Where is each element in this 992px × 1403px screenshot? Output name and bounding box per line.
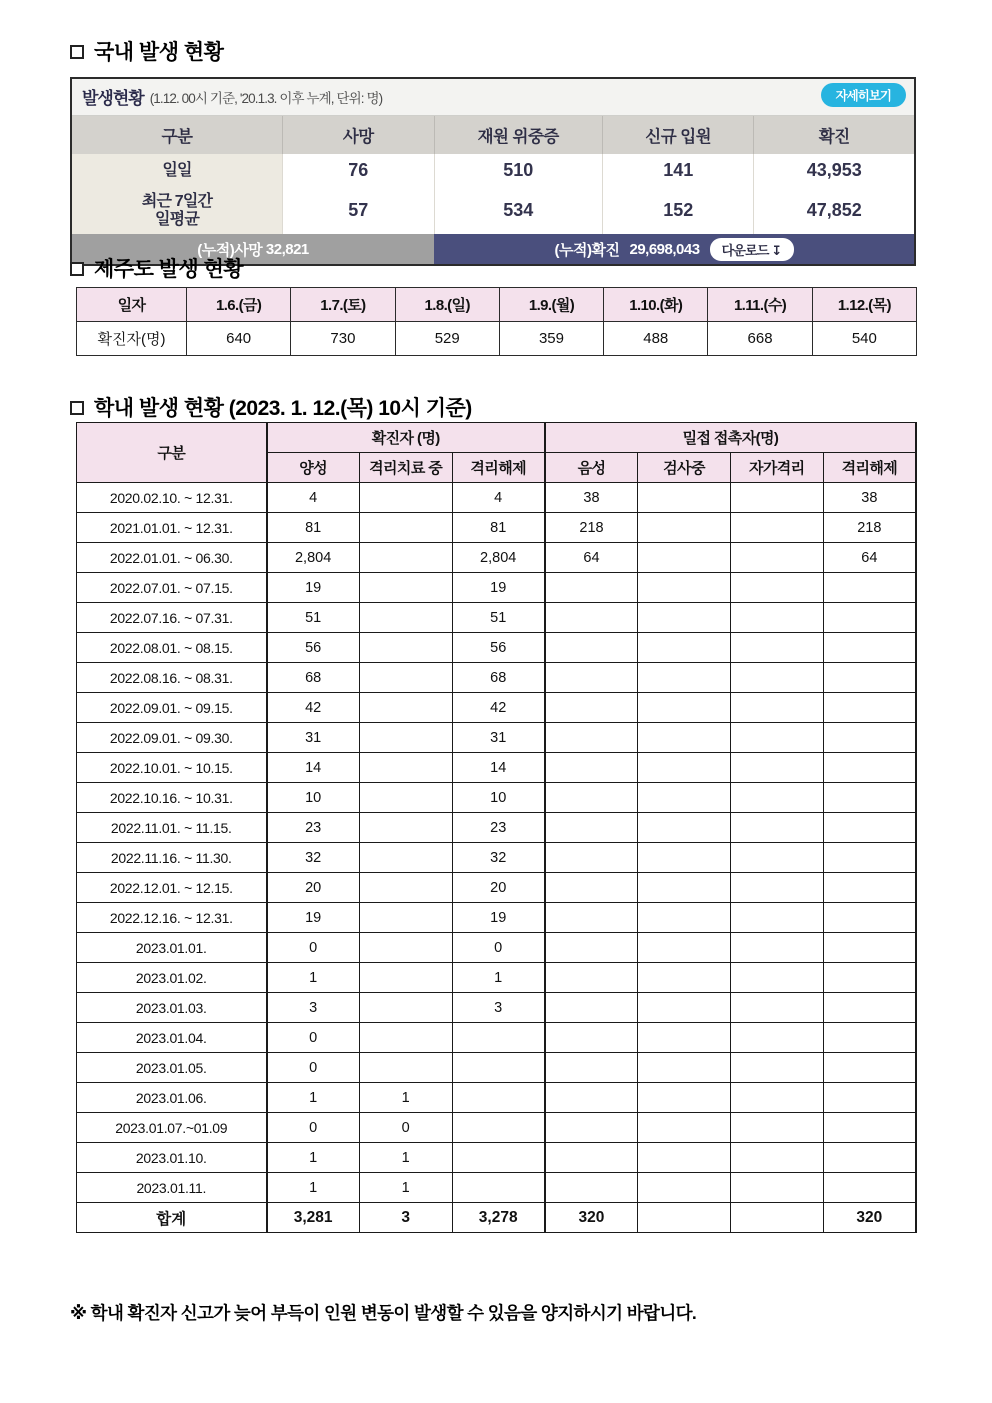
table-row	[77, 633, 917, 663]
table-cell	[545, 1173, 638, 1203]
col-header-critical: 재원 위중증	[434, 116, 602, 154]
table-cell	[545, 963, 638, 993]
table-cell	[730, 813, 823, 843]
table-cell	[823, 723, 916, 753]
col-header-date: 일자	[77, 288, 187, 322]
table-cell	[823, 843, 916, 873]
table-row	[72, 187, 914, 234]
row-label: 2023.01.10.	[77, 1143, 267, 1173]
table-cell	[638, 483, 731, 513]
table-row	[77, 1143, 917, 1173]
table-header-row	[72, 116, 914, 154]
table-cell: 68	[267, 663, 360, 693]
table-cell	[359, 693, 452, 723]
table-cell	[730, 483, 823, 513]
col-header-confirmed: 확진	[754, 116, 914, 154]
col-header-date-6: 1.12.(목)	[812, 288, 916, 322]
row-label: 2020.02.10. ~ 12.31.	[77, 483, 267, 513]
table-cell	[730, 1173, 823, 1203]
col-header-date-0: 1.6.(금)	[187, 288, 291, 322]
table-cell	[452, 1083, 545, 1113]
table-cell	[452, 1053, 545, 1083]
table-cell: 4	[452, 483, 545, 513]
row-label: 2022.10.01. ~ 10.15.	[77, 753, 267, 783]
table-cell: 81	[267, 513, 360, 543]
table-row	[77, 663, 917, 693]
table-row	[77, 903, 917, 933]
section-heading-school-label: 학내 발생 현황 (2023. 1. 12.(목) 10시 기준)	[94, 397, 472, 420]
table-cell: 64	[545, 543, 638, 573]
col-header-new-admission: 신규 입원	[602, 116, 754, 154]
cell-jeju-6: 540	[812, 322, 916, 356]
table-row	[72, 154, 914, 187]
table-cell	[638, 693, 731, 723]
row-label: 2022.11.16. ~ 11.30.	[77, 843, 267, 873]
table-cell	[638, 993, 731, 1023]
table-cell: 3	[452, 993, 545, 1023]
table-cell	[638, 783, 731, 813]
col-header-date-1: 1.7.(토)	[291, 288, 395, 322]
row-label: 2022.12.16. ~ 12.31.	[77, 903, 267, 933]
col-header-death: 사망	[283, 116, 435, 154]
table-cell	[359, 483, 452, 513]
table-cell: 68	[452, 663, 545, 693]
table-cell	[545, 663, 638, 693]
table-row	[77, 753, 917, 783]
table-row	[77, 322, 917, 356]
table-cell: 64	[823, 543, 916, 573]
table-cell	[545, 1143, 638, 1173]
table-total-cell: 3,278	[452, 1203, 545, 1233]
row-label: 2022.07.01. ~ 07.15.	[77, 573, 267, 603]
table-cell	[638, 663, 731, 693]
table-cell	[823, 1023, 916, 1053]
table-cell	[730, 1113, 823, 1143]
table-cell	[359, 1053, 452, 1083]
table-cell	[638, 753, 731, 783]
cell-jeju-1: 730	[291, 322, 395, 356]
table-cell	[452, 1113, 545, 1143]
table-cell: 14	[452, 753, 545, 783]
table-cell	[730, 663, 823, 693]
table-cell	[730, 513, 823, 543]
table-cell	[452, 1143, 545, 1173]
table-cell	[359, 963, 452, 993]
table-cell	[730, 753, 823, 783]
table-cell: 1	[359, 1083, 452, 1113]
table-cell	[638, 513, 731, 543]
row-label: 2023.01.02.	[77, 963, 267, 993]
row-label: 2021.01.01. ~ 12.31.	[77, 513, 267, 543]
cell-avg-death: 57	[283, 187, 435, 234]
table-row	[77, 1113, 917, 1143]
table-cell	[359, 723, 452, 753]
table-cell	[730, 933, 823, 963]
table-row	[77, 483, 917, 513]
table-cell	[823, 903, 916, 933]
table-cell	[359, 513, 452, 543]
section-heading-national	[70, 36, 223, 66]
col-header-date-3: 1.9.(월)	[499, 288, 603, 322]
table-cell	[359, 1023, 452, 1053]
table-cell	[730, 1023, 823, 1053]
table-cell: 1	[267, 1143, 360, 1173]
table-cell: 14	[267, 753, 360, 783]
row-label-weekly-average-line2: 일평균	[155, 210, 199, 228]
table-cell	[730, 1053, 823, 1083]
cumulative-death-label: (누적)사망	[197, 241, 263, 259]
table-cell	[638, 1023, 731, 1053]
row-label: 2023.01.03.	[77, 993, 267, 1023]
table-cell: 4	[267, 483, 360, 513]
table-cell	[638, 903, 731, 933]
table-cell	[823, 1113, 916, 1143]
col-header-released-contact: 격리해제	[823, 453, 916, 483]
table-cell	[359, 873, 452, 903]
table-cell	[545, 933, 638, 963]
table-cell	[730, 543, 823, 573]
table-cell	[638, 813, 731, 843]
table-cell: 0	[452, 933, 545, 963]
cell-avg-new-admission: 152	[602, 187, 754, 234]
table-cell	[638, 633, 731, 663]
row-label-confirmed-count: 확진자(명)	[77, 322, 187, 356]
table-cell	[823, 693, 916, 723]
table-cell	[730, 993, 823, 1023]
table-cell	[730, 633, 823, 663]
table-cell	[545, 633, 638, 663]
table-cell: 38	[545, 483, 638, 513]
section-heading-jeju-label: 제주도 발생 현황	[94, 258, 244, 281]
table-cell: 31	[267, 723, 360, 753]
table-cell	[730, 573, 823, 603]
table-cell: 10	[267, 783, 360, 813]
table-cell	[638, 963, 731, 993]
table-cell: 20	[267, 873, 360, 903]
footnote-text: ※ 학내 확진자 신고가 늦어 부득이 인원 변동이 발생할 수 있음을 양지하시기 바랍니다.	[70, 1303, 697, 1323]
table-row	[77, 573, 917, 603]
table-row	[77, 603, 917, 633]
row-label: 2022.11.01. ~ 11.15.	[77, 813, 267, 843]
table-cell: 19	[267, 903, 360, 933]
table-cell	[638, 1173, 731, 1203]
table-cell	[359, 813, 452, 843]
table-row	[77, 513, 917, 543]
table-row	[77, 843, 917, 873]
school-status-table	[76, 422, 917, 1233]
table-header-row-group	[77, 423, 917, 453]
table-cell	[545, 723, 638, 753]
table-cell	[545, 873, 638, 903]
table-cell: 32	[267, 843, 360, 873]
table-cell	[545, 1023, 638, 1053]
table-cell	[545, 813, 638, 843]
col-header-in-treatment: 격리치료 중	[359, 453, 452, 483]
view-details-button[interactable]: 자세히보기	[821, 83, 906, 107]
table-cell	[359, 603, 452, 633]
table-cell: 19	[452, 573, 545, 603]
table-cell	[359, 903, 452, 933]
table-cell: 1	[267, 963, 360, 993]
checkbox-icon	[70, 45, 84, 59]
table-cell	[638, 723, 731, 753]
table-row	[77, 1083, 917, 1113]
table-cell	[823, 1173, 916, 1203]
table-cell	[359, 663, 452, 693]
row-label: 2022.09.01. ~ 09.15.	[77, 693, 267, 723]
table-cell	[730, 843, 823, 873]
row-label: 2023.01.06.	[77, 1083, 267, 1113]
table-cell	[359, 933, 452, 963]
table-cell: 0	[359, 1113, 452, 1143]
cell-jeju-3: 359	[499, 322, 603, 356]
table-row	[77, 873, 917, 903]
row-label: 2023.01.04.	[77, 1023, 267, 1053]
table-cell: 218	[823, 513, 916, 543]
cell-daily-new-admission: 141	[602, 154, 754, 187]
table-cell	[545, 603, 638, 633]
table-cell	[545, 993, 638, 1023]
table-cell: 1	[359, 1173, 452, 1203]
table-row	[77, 723, 917, 753]
table-cell: 81	[452, 513, 545, 543]
table-cell	[823, 783, 916, 813]
section-heading-jeju	[70, 253, 243, 283]
table-row	[77, 783, 917, 813]
table-cell	[823, 633, 916, 663]
table-cell	[452, 1023, 545, 1053]
table-cell	[823, 1143, 916, 1173]
table-cell	[638, 873, 731, 903]
cell-daily-critical: 510	[434, 154, 602, 187]
col-header-testing: 검사중	[638, 453, 731, 483]
row-label: 2022.07.16. ~ 07.31.	[77, 603, 267, 633]
table-header-row	[77, 288, 917, 322]
row-label-weekly-average-line1: 최근 7일간	[141, 193, 213, 210]
table-cell: 2,804	[452, 543, 545, 573]
row-label: 2022.08.16. ~ 08.31.	[77, 663, 267, 693]
jeju-status-table	[76, 287, 917, 356]
cell-avg-critical: 534	[434, 187, 602, 234]
table-cell	[730, 693, 823, 723]
table-cell	[545, 1083, 638, 1113]
row-label-total: 합계	[77, 1203, 267, 1233]
table-cell	[823, 963, 916, 993]
national-panel-subtitle: (1.12. 00시 기준, '20.1.3. 이후 누계, 단위: 명)	[149, 90, 383, 106]
school-table-body	[77, 483, 917, 1233]
table-cell: 23	[267, 813, 360, 843]
row-label: 2022.09.01. ~ 09.30.	[77, 723, 267, 753]
row-label: 2022.08.01. ~ 08.15.	[77, 633, 267, 663]
table-cell: 1	[267, 1083, 360, 1113]
table-cell: 42	[267, 693, 360, 723]
table-cell: 10	[452, 783, 545, 813]
col-header-negative: 음성	[545, 453, 638, 483]
table-cell	[730, 1083, 823, 1113]
table-cell: 218	[545, 513, 638, 543]
download-button[interactable]: 다운로드 ↧	[710, 238, 794, 261]
table-cell: 0	[267, 933, 360, 963]
table-row	[77, 963, 917, 993]
table-cell	[545, 693, 638, 723]
table-cell	[638, 1083, 731, 1113]
table-total-row	[77, 1203, 917, 1233]
national-panel-title: 발생현황	[82, 89, 144, 108]
table-cell: 38	[823, 483, 916, 513]
table-cell	[730, 963, 823, 993]
table-cell	[638, 1143, 731, 1173]
table-cell	[823, 993, 916, 1023]
table-cell	[823, 573, 916, 603]
table-cell	[730, 873, 823, 903]
table-cell	[545, 1053, 638, 1083]
col-header-date-4: 1.10.(화)	[604, 288, 708, 322]
checkbox-icon	[70, 262, 84, 276]
table-cell: 19	[267, 573, 360, 603]
table-cell	[545, 1113, 638, 1143]
row-label: 2023.01.01.	[77, 933, 267, 963]
table-row	[77, 693, 917, 723]
table-cell: 31	[452, 723, 545, 753]
cumulative-confirmed-label: (누적)확진	[554, 241, 620, 259]
row-label: 2022.01.01. ~ 06.30.	[77, 543, 267, 573]
table-cell	[359, 573, 452, 603]
national-status-panel	[70, 77, 916, 266]
table-row	[77, 813, 917, 843]
table-cell: 51	[267, 603, 360, 633]
row-label: 2023.01.07.~01.09	[77, 1113, 267, 1143]
row-label: 2022.10.16. ~ 10.31.	[77, 783, 267, 813]
table-cell: 0	[267, 1023, 360, 1053]
table-cell	[638, 543, 731, 573]
section-heading-national-label: 국내 발생 현황	[94, 41, 224, 64]
table-cell	[730, 603, 823, 633]
table-row	[77, 933, 917, 963]
table-cell	[823, 663, 916, 693]
cell-daily-confirmed: 43,953	[806, 160, 862, 180]
table-cell: 42	[452, 693, 545, 723]
table-cell	[545, 783, 638, 813]
table-row	[77, 1023, 917, 1053]
table-cell: 3	[267, 993, 360, 1023]
table-cell	[638, 1113, 731, 1143]
table-cell	[638, 933, 731, 963]
table-total-cell: 3,281	[267, 1203, 360, 1233]
col-header-date-5: 1.11.(수)	[708, 288, 812, 322]
table-row	[77, 993, 917, 1023]
cumulative-death-value: 32,821	[265, 240, 309, 258]
col-group-header-contacts: 밀접 접촉자(명)	[545, 423, 916, 453]
table-cell	[823, 1053, 916, 1083]
table-total-cell: 320	[545, 1203, 638, 1233]
table-row	[77, 1053, 917, 1083]
cell-jeju-5: 668	[708, 322, 812, 356]
table-cell	[823, 753, 916, 783]
table-row	[77, 543, 917, 573]
table-row	[77, 1173, 917, 1203]
table-cell: 51	[452, 603, 545, 633]
table-total-cell	[638, 1203, 731, 1233]
row-label-daily: 일일	[72, 154, 283, 187]
cell-jeju-4: 488	[604, 322, 708, 356]
table-cell	[359, 633, 452, 663]
table-cell: 56	[267, 633, 360, 663]
table-cell	[545, 843, 638, 873]
col-header-self-quarantine: 자가격리	[730, 453, 823, 483]
table-cell: 23	[452, 813, 545, 843]
table-cell	[359, 753, 452, 783]
table-cell	[823, 933, 916, 963]
col-header-category: 구분	[72, 116, 283, 154]
table-cell	[638, 573, 731, 603]
table-cell: 2,804	[267, 543, 360, 573]
table-cell	[638, 603, 731, 633]
table-cell: 32	[452, 843, 545, 873]
table-cell	[730, 903, 823, 933]
table-cell	[359, 843, 452, 873]
row-label: 2023.01.11.	[77, 1173, 267, 1203]
cell-avg-confirmed: 47,852	[806, 200, 862, 221]
col-header-released-confirmed: 격리해제	[452, 453, 545, 483]
table-cell: 20	[452, 873, 545, 903]
table-cell	[545, 753, 638, 783]
col-header-positive: 양성	[267, 453, 360, 483]
table-cell	[638, 843, 731, 873]
row-label: 2022.12.01. ~ 12.15.	[77, 873, 267, 903]
cumulative-confirmed-value: 29,698,043	[629, 240, 700, 258]
table-cell	[452, 1173, 545, 1203]
table-cell	[638, 1053, 731, 1083]
cell-jeju-2: 529	[395, 322, 499, 356]
table-cell: 1	[359, 1143, 452, 1173]
table-cell: 19	[452, 903, 545, 933]
table-total-cell: 320	[823, 1203, 916, 1233]
table-cell: 1	[452, 963, 545, 993]
table-cell: 1	[267, 1173, 360, 1203]
cell-jeju-0: 640	[187, 322, 291, 356]
col-header-category: 구분	[77, 423, 267, 483]
table-cell	[545, 573, 638, 603]
table-cell	[545, 903, 638, 933]
table-cell: 0	[267, 1053, 360, 1083]
national-status-table	[72, 116, 914, 234]
section-heading-school	[70, 392, 472, 422]
national-panel-title-bar	[72, 79, 914, 116]
col-header-date-2: 1.8.(일)	[395, 288, 499, 322]
table-cell	[359, 543, 452, 573]
table-cell	[730, 723, 823, 753]
table-cell	[823, 1083, 916, 1113]
table-cell	[823, 813, 916, 843]
table-cell	[823, 603, 916, 633]
row-label: 2023.01.05.	[77, 1053, 267, 1083]
table-cell	[730, 783, 823, 813]
row-label-weekly-average	[72, 187, 283, 234]
table-cell: 56	[452, 633, 545, 663]
checkbox-icon	[70, 401, 84, 415]
table-cell	[359, 783, 452, 813]
col-group-header-confirmed: 확진자 (명)	[267, 423, 545, 453]
table-total-cell	[730, 1203, 823, 1233]
cumulative-confirmed-block	[434, 234, 914, 264]
table-cell: 0	[267, 1113, 360, 1143]
table-cell	[730, 1143, 823, 1173]
table-total-cell: 3	[359, 1203, 452, 1233]
table-cell	[823, 873, 916, 903]
cell-daily-death: 76	[283, 154, 435, 187]
table-cell	[359, 993, 452, 1023]
